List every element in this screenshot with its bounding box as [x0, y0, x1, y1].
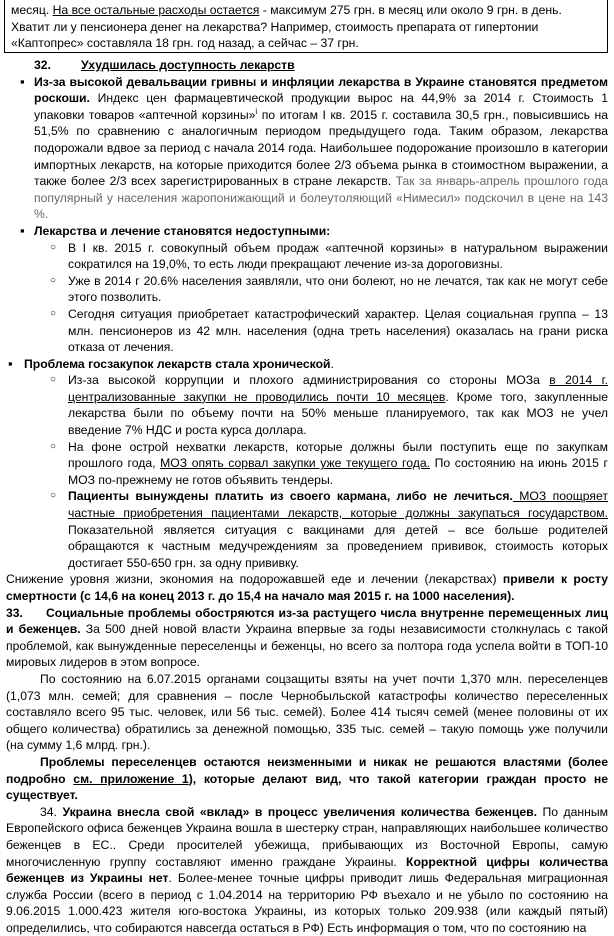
text: По данным Европейского офиса беженцев Украина вошла в шестерку стран, направляющих наибольшее количество беженцев в ЕС.. Среди просителей убежища, прибывающих из Восточной Европы, самую многочисленную группу составляют именно граждане Украины. — [6, 804, 608, 869]
text: . Кроме того, закупленные лекарства были по объему почти на 50% меньше планируемого, так как МОЗ не учел введение 7% НДС и роста курса доллара. — [68, 389, 608, 438]
sub-item-1: ○ В I кв. 2015 г. совокупный объем продаж «аптечной корзины» в натуральном выражении сократился на 19,0%, то есть люди прекращают лечение из-за дороговизны. — [6, 240, 608, 273]
bullet-devaluation — [6, 74, 608, 223]
procurement-item-1 — [6, 372, 608, 438]
bold-text: привели к росту смертности (с 14,6 на конец 2013 г. до 15,4 на начало мая 2015 г. на 1000 населения). — [6, 572, 608, 603]
section-32-heading — [6, 57, 608, 74]
text: По состоянию на июнь 2015 г МОЗ по-прежнему не готов объявить тендеры. — [68, 456, 609, 487]
text: Снижение уровня жизни, экономия на подорожавшей еде и лечении (лекарствах) — [6, 572, 503, 587]
section-title: Социальные проблемы обостряются из-за растущего числа внутренне перемещенных лиц и беженцев. — [6, 605, 608, 637]
procurement-item-2 — [6, 439, 608, 489]
section-number: 33. — [6, 605, 23, 620]
text: Индекс цен фармацевтической продукции вырос на 44,9% за 2014 г. Стоимость 1 упаковки товаров «аптечной корзины» — [34, 91, 608, 122]
text: Показательной является ситуация с вакцинами для детей – все больше родителей обращаются к частным медучреждениям за проведением прививок, стоимость которых достигает 550-650 грн. за одну прививку. — [68, 522, 608, 570]
box-line-2: Хватит ли у пенсионера денег на лекарства? Например, стоимость препарата от гипертонии «Каптопрес» составляла 18 грн. год назад, а сейчас – 37 грн. — [11, 19, 539, 51]
text: Из-за высокой коррупции и плохого администрирования со стороны МОЗа — [68, 373, 550, 388]
box-line-1 — [11, 2, 601, 19]
text: . Более-менее точные цифры приводит лишь Федеральная миграционная служба России (всего в период с 1.04.2014 на территорию РФ въехало и не убыло по состоянию на 9.06.2015 1.000.423 жителя юго-востока Украины, из которых только 209.938 (или каждый пятый) определились, что собираются навсегда остаться в РФ) Есть информация о том, что по состоянию на — [6, 871, 608, 935]
bold-text: Корректной цифры количества беженцев из Украины нет — [6, 854, 608, 886]
sub-item-2: ○ Уже в 2014 г 20.6% населения заявляли, что они болеют, но не лечатся, так как не могут себе этого позволить. — [6, 273, 608, 306]
box-text: - максимум 275 грн. в месяц или около 9 грн. в день. — [259, 3, 562, 17]
text: За 500 дней новой власти Украина впервые за годы независимости столкнулась с такой проблемой, как вынужденные переселенцы и беженцы, но всего за полтора года успела войти в ТОП-10 мировых лидеров в этом вопросе. — [6, 622, 608, 670]
document-body — [6, 57, 608, 936]
underlined-text: МОЗ опять сорвал закупки уже текущего года. — [160, 456, 431, 471]
footnote-mark: i — [255, 106, 258, 116]
gray-text: Так за январь-апрель прошлого года популярный у населения жаропонижающий и болеутоляющий «Нимесил» подскочил в цене на 143 %. — [34, 174, 608, 222]
box-text: месяц. — [11, 3, 53, 17]
text: На фоне острой нехватки лекарств, которые должны были поступить еще по закупкам прошлого года, — [68, 439, 608, 471]
section-33-paragraph — [6, 605, 608, 671]
text: по итогам I кв. 2015 г. составила 30,5 грн., повысившись на 51,5% по сравнению с аналогичным периодом предыдущего года. Таким образом, лекарства подорожали вдвое за период с начала 2014 года. Наибольшее подорожание произошло в категории импортных лекарств, на которые приходится более 2/3 объема рынка в стоимостном выражении, а также более 2/3 всех зарегистрированных в стране лекарств. — [34, 107, 608, 189]
section-34-paragraph — [6, 804, 608, 936]
bullet-procurement — [6, 356, 608, 373]
box-underlined-text: На все остальные расходы остается — [52, 3, 260, 17]
underlined-text: в 2014 г. централизованные закупки не проводились почти 10 месяцев — [68, 373, 608, 404]
section-title: Украина внесла свой «вклад» в процесс увеличения количества беженцев. — [62, 804, 537, 819]
bold-text: Из-за высокой девальвации гривны и инфляции лекарства в Украине становятся предметом роскоши. — [34, 74, 608, 106]
conclusion-paragraph — [6, 571, 608, 604]
boxed-text-block — [4, 0, 608, 53]
section-33-paragraph-3 — [6, 754, 608, 804]
section-number: 34. — [40, 804, 57, 819]
section-33-paragraph-2: По состоянию на 6.07.2015 органами соцзащиты взяты на учет почти 1,370 млн. переселенцев (1,073 млн. семей; для сравнения – после Чернобыльской катастрофы количество переселенных составляло всего 95 тыс. человек, или 56 тыс. семей). Более 414 тысяч семей (менее половины от их общего количества) обратились за денежной помощью, 335 тыс. семей – такую помощь уже получили (на сумму 1,6 млрд. грн.). — [6, 671, 608, 753]
bold-text: Проблемы переселенцев остаются неизменными и никак не решаются властями (более подробно — [6, 754, 608, 786]
sub-item-3: ○ Сегодня ситуация приобретает катастрофический характер. Целая социальная группа – 13 млн. пенсионеров из 42 млн. населения (одна треть населения) оказалась на грани риска отказа от лечения. — [6, 306, 608, 356]
underlined-text: МОЗ поощряет частные приобретения пациентами лекарств, которые должны закупаться государством. — [68, 489, 608, 521]
section-title: Ухудшилась доступность лекарств — [81, 58, 295, 72]
bold-text: Пациенты вынуждены платить из своего кармана, либо не лечиться. — [68, 489, 513, 504]
bold-text: ), которые делают вид, что такой категории граждан просто не существует. — [6, 771, 608, 803]
section-number: 32. — [34, 58, 51, 72]
text: . — [330, 356, 334, 371]
appendix-link[interactable]: см. приложение 1 — [73, 771, 189, 786]
procurement-item-3 — [6, 488, 608, 571]
bullet-unavailable-heading: ▪ Лекарства и лечение становятся недоступными: — [6, 223, 608, 240]
bold-text: Проблема госзакупок лекарств стала хронической — [24, 356, 331, 371]
